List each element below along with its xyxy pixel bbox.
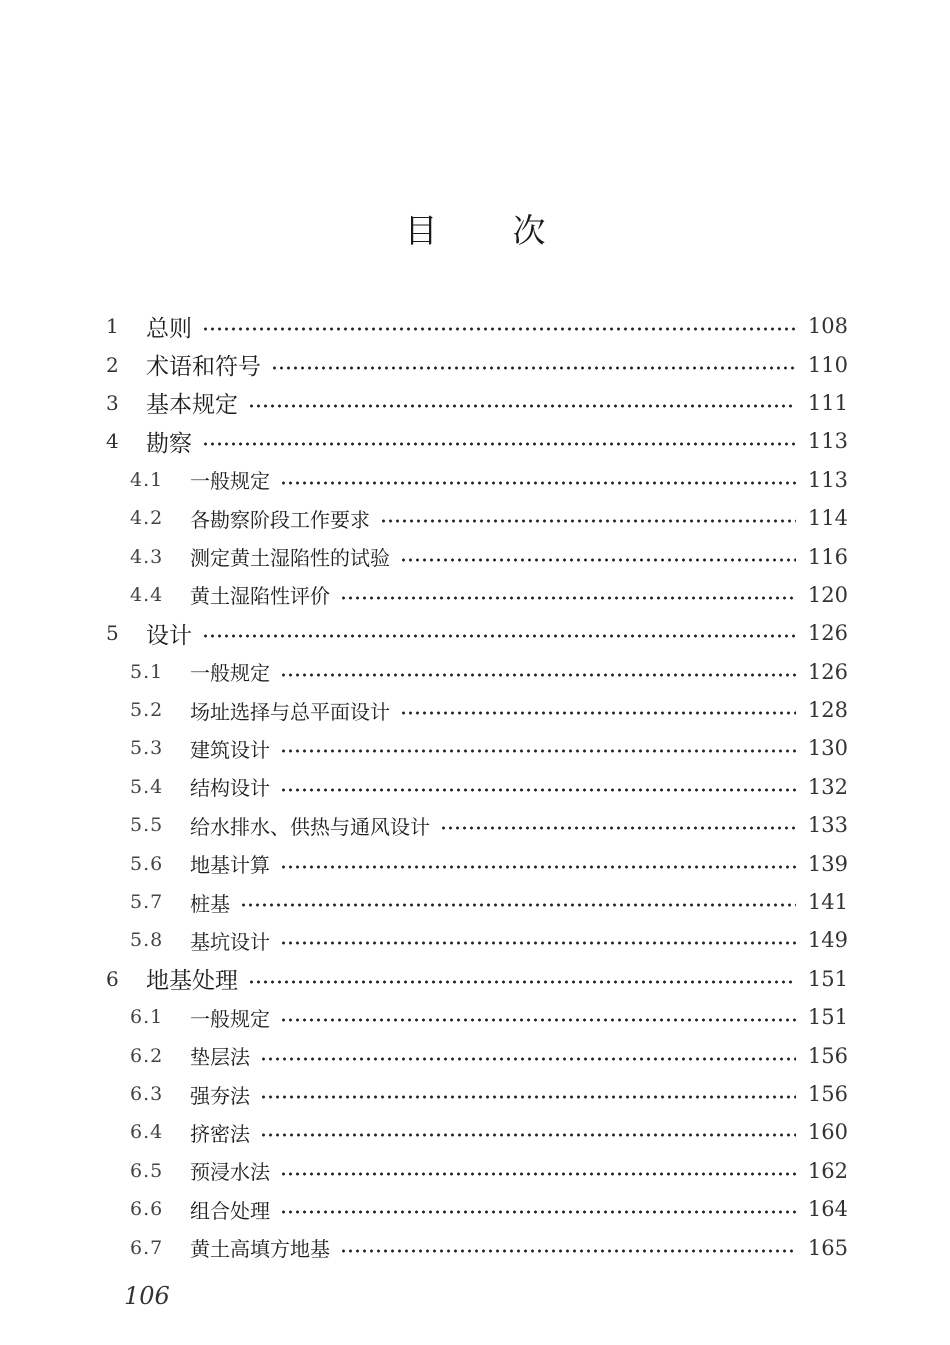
toc-entry-title: 测定黄土湿陷性的试验 (190, 546, 390, 571)
page-number: 106 (124, 1282, 170, 1310)
toc-entry-page: 126 (807, 659, 848, 684)
toc-chapter-row[interactable] (100, 307, 848, 345)
toc-entry-title: 一般规定 (190, 469, 270, 494)
toc-entry-page: 156 (807, 1043, 848, 1068)
toc-dot-leader (280, 865, 796, 869)
toc-entry-page: 110 (807, 352, 848, 377)
toc-entry-number: 4.1 (130, 468, 164, 491)
toc-dot-leader (240, 903, 796, 907)
toc-entry-number: 6.3 (130, 1083, 164, 1105)
toc-entry-number: 6 (106, 966, 119, 991)
toc-entry-number: 5.6 (130, 852, 164, 875)
toc-entry-number: 6.5 (130, 1159, 164, 1182)
toc-section-row[interactable] (100, 1152, 848, 1190)
toc-dot-leader (340, 1249, 796, 1253)
toc-dot-leader (280, 1210, 796, 1214)
toc-dot-leader (340, 596, 796, 600)
toc-entry-page: 151 (807, 966, 848, 991)
toc-entry-title: 一般规定 (190, 661, 270, 686)
toc-entry-title: 术语和符号 (146, 354, 261, 381)
toc-entry-page: 128 (807, 698, 848, 723)
toc-dot-leader (260, 1133, 796, 1137)
toc-entry-title: 黄土湿陷性评价 (190, 584, 330, 609)
toc-section-row[interactable] (100, 653, 848, 691)
toc-entry-title: 挤密法 (190, 1121, 250, 1146)
toc-dot-leader (202, 634, 796, 638)
toc-entry-title: 桩基 (190, 891, 230, 916)
toc-dot-leader (248, 980, 796, 984)
toc-entry-title: 地基计算 (190, 853, 270, 878)
toc-entry-page: 139 (807, 851, 848, 876)
toc-section-row[interactable] (100, 729, 848, 767)
toc-dot-leader (280, 481, 796, 485)
toc-section-row[interactable] (100, 921, 848, 959)
toc-entry-title: 给水排水、供热与通风设计 (190, 814, 430, 839)
toc-entry-title: 总则 (146, 315, 192, 342)
toc-entry-title: 黄土高填方地基 (190, 1237, 330, 1262)
toc-entry-title: 预浸水法 (190, 1160, 270, 1185)
toc-chapter-row[interactable] (100, 614, 848, 652)
toc-dot-leader (271, 366, 796, 370)
toc-dot-leader (280, 941, 796, 945)
toc-dot-leader (440, 826, 796, 830)
toc-entry-page: 151 (807, 1005, 848, 1030)
toc-entry-number: 6.2 (130, 1044, 164, 1067)
toc-section-row[interactable] (100, 883, 848, 921)
toc-section-row[interactable] (100, 461, 848, 499)
toc-entry-page: 164 (807, 1197, 848, 1222)
toc-dot-leader (380, 519, 796, 523)
toc-entry-title: 各勘察阶段工作要求 (190, 507, 370, 532)
toc-entry-number: 5.1 (130, 660, 164, 683)
toc-dot-leader (400, 711, 796, 715)
page-title (0, 206, 950, 256)
toc-entry-number: 5.8 (130, 929, 164, 952)
toc-section-row[interactable] (100, 844, 848, 882)
toc-entry-page: 113 (807, 467, 848, 492)
toc-entry-title: 强夯法 (190, 1083, 250, 1108)
toc-section-row[interactable] (100, 768, 848, 806)
toc-section-row[interactable] (100, 576, 848, 614)
toc-entry-number: 5.5 (130, 814, 164, 837)
toc-section-row[interactable] (100, 806, 848, 844)
page-title-char-2: 次 (512, 211, 546, 250)
toc-section-row[interactable] (100, 1190, 848, 1228)
toc-entry-number: 4.3 (130, 545, 164, 568)
toc-entry-title: 结构设计 (190, 776, 270, 801)
toc-dot-leader (400, 558, 796, 562)
table-of-contents (100, 307, 848, 1267)
toc-entry-page: 156 (807, 1082, 848, 1106)
toc-section-row[interactable] (100, 1036, 848, 1074)
toc-entry-title: 场址选择与总平面设计 (190, 699, 390, 724)
toc-section-row[interactable] (100, 691, 848, 729)
toc-entry-page: 126 (807, 621, 848, 646)
toc-entry-number: 4 (106, 429, 119, 454)
toc-entry-title: 组合处理 (190, 1198, 270, 1223)
toc-entry-number: 3 (106, 390, 119, 415)
toc-entry-number: 6.7 (130, 1236, 164, 1259)
toc-dot-leader (280, 1018, 796, 1022)
toc-chapter-row[interactable] (100, 345, 848, 383)
toc-entry-page: 108 (807, 314, 848, 339)
toc-entry-page: 132 (807, 774, 848, 799)
toc-dot-leader (280, 1172, 796, 1176)
toc-entry-number: 1 (106, 314, 119, 339)
toc-entry-title: 垫层法 (190, 1045, 250, 1070)
toc-dot-leader (280, 788, 796, 792)
toc-entry-title: 一般规定 (190, 1006, 270, 1031)
toc-entry-page: 165 (807, 1235, 848, 1260)
toc-entry-page: 130 (807, 736, 848, 761)
toc-entry-page: 141 (807, 890, 848, 915)
toc-entry-page: 114 (807, 506, 848, 531)
toc-entry-page: 133 (807, 813, 848, 838)
toc-chapter-row[interactable] (100, 384, 848, 422)
toc-entry-title: 设计 (146, 622, 192, 649)
toc-entry-number: 5.2 (130, 699, 164, 722)
toc-chapter-row[interactable] (100, 422, 848, 460)
toc-entry-number: 5 (106, 621, 119, 646)
toc-dot-leader (280, 749, 796, 753)
toc-entry-number: 5.7 (130, 891, 164, 914)
page-title-char-1: 目 (404, 211, 438, 250)
toc-entry-number: 6.4 (130, 1121, 164, 1144)
toc-entry-page: 111 (807, 390, 848, 415)
toc-section-row[interactable] (100, 998, 848, 1036)
toc-entry-page: 116 (807, 544, 848, 569)
toc-entry-title: 勘察 (146, 430, 192, 457)
toc-entry-number: 6.6 (130, 1198, 164, 1221)
toc-dot-leader (260, 1095, 796, 1099)
toc-entry-page: 113 (807, 429, 848, 454)
toc-dot-leader (202, 327, 796, 331)
toc-entry-number: 5.4 (130, 775, 164, 798)
toc-chapter-row[interactable] (100, 960, 848, 998)
toc-entry-title: 基本规定 (146, 392, 238, 419)
toc-section-row[interactable] (100, 1113, 848, 1151)
toc-dot-leader (248, 404, 796, 408)
toc-section-row[interactable] (100, 1228, 848, 1266)
toc-entry-page: 149 (807, 928, 848, 953)
toc-entry-number: 4.4 (130, 583, 164, 606)
toc-entry-page: 160 (807, 1120, 848, 1145)
toc-entry-number: 5.3 (130, 737, 164, 760)
toc-entry-number: 2 (106, 352, 119, 377)
toc-entry-page: 120 (807, 582, 848, 607)
toc-dot-leader (280, 673, 796, 677)
toc-section-row[interactable] (100, 537, 848, 575)
toc-section-row[interactable] (100, 1075, 848, 1113)
toc-entry-number: 6.1 (130, 1006, 164, 1029)
toc-entry-page: 162 (807, 1158, 848, 1183)
toc-dot-leader (202, 442, 796, 446)
toc-entry-title: 建筑设计 (190, 737, 270, 762)
toc-entry-title: 地基处理 (146, 968, 238, 995)
toc-dot-leader (260, 1057, 796, 1061)
toc-section-row[interactable] (100, 499, 848, 537)
toc-entry-title: 基坑设计 (190, 929, 270, 954)
toc-entry-number: 4.2 (130, 507, 164, 530)
